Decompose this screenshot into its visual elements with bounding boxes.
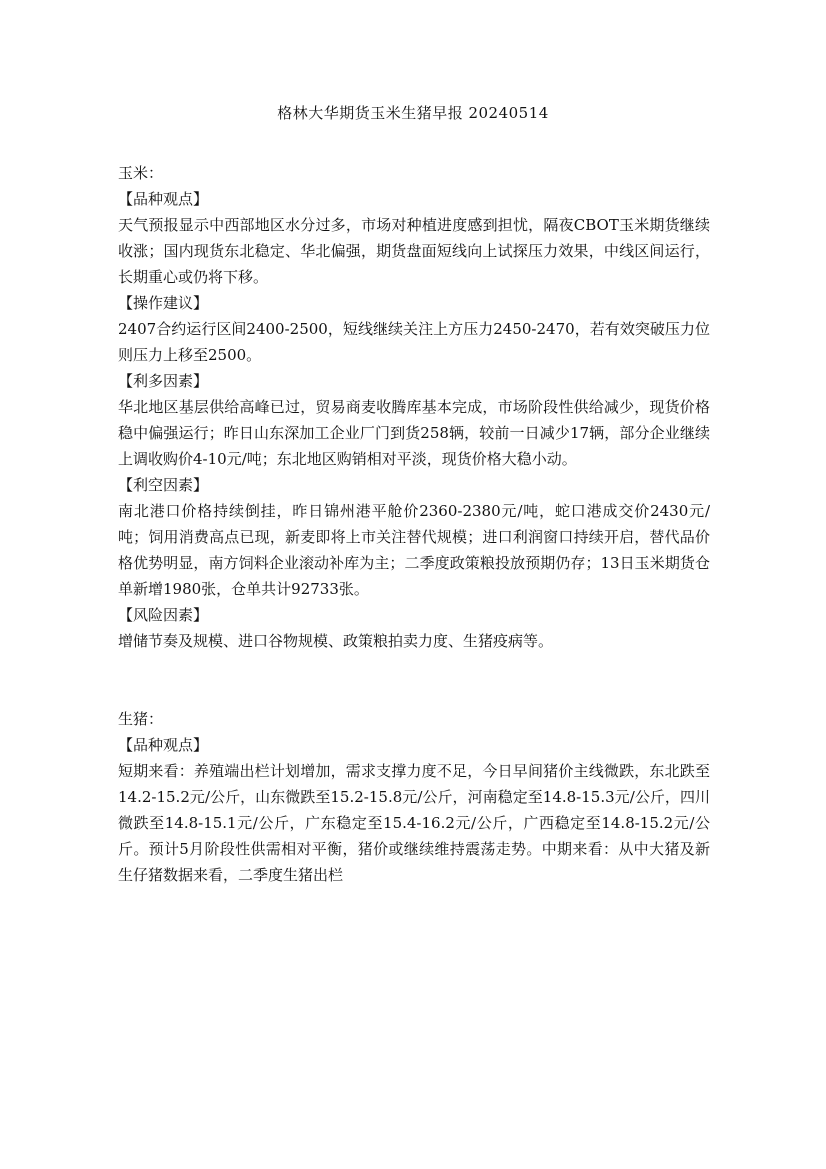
document-body [118, 160, 710, 888]
corn-risk-label: 【风险因素】 [118, 606, 209, 624]
section-gap [118, 654, 710, 680]
corn-advice-label: 【操作建议】 [118, 294, 209, 312]
hog-view-paragraph: 短期来看：养殖端出栏计划增加，需求支撑力度不足，今日早间猪价主线微跌，东北跌至14.2-15.2元/公斤，山东微跌至15.2-15.8元/公斤，河南稳定至14.8-15.3元/公斤，四川微跌至14.8-15.1元/公斤，广东稳定至15.4-16.2元/公斤，广西稳定至14.8-15.2元/公斤。预计5月阶段性供需相对平衡，猪价或继续维持震荡走势。中期来看：从中大猪及新生仔猪数据来看，二季度生猪出栏 [118, 762, 710, 884]
corn-bullish-paragraph: 华北地区基层供给高峰已过，贸易商麦收腾库基本完成，市场阶段性供给减少，现货价格稳中偏强运行；昨日山东深加工企业厂门到货258辆，较前一日减少17辆，部分企业继续上调收购价4-10元/吨；东北地区购销相对平淡，现货价格大稳小动。 [118, 398, 710, 468]
corn-view-paragraph: 天气预报显示中西部地区水分过多，市场对种植进度感到担忧，隔夜CBOT玉米期货继续收涨；国内现货东北稳定、华北偏强，期货盘面短线向上试探压力效果，中线区间运行，长期重心或仍将下移。 [118, 216, 710, 286]
corn-section-heading: 玉米： [118, 164, 164, 182]
corn-risk-paragraph: 增储节奏及规模、进口谷物规模、政策粮拍卖力度、生猪疫病等。 [118, 632, 554, 650]
corn-bearish-label: 【利空因素】 [118, 476, 209, 494]
corn-bullish-label: 【利多因素】 [118, 372, 209, 390]
corn-bearish-paragraph: 南北港口价格持续倒挂，昨日锦州港平舱价2360-2380元/吨，蛇口港成交价2430元/吨；饲用消费高点已现，新麦即将上市关注替代规模；进口利润窗口持续开启，替代品价格优势明显，南方饲料企业滚动补库为主；二季度政策粮投放预期仍存；13日玉米期货仓单新增1980张，仓单共计92733张。 [118, 502, 710, 598]
corn-advice-paragraph: 2407合约运行区间2400-2500，短线继续关注上方压力2450-2470，若有效突破压力位则压力上移至2500。 [118, 320, 710, 364]
hog-section-heading: 生猪： [118, 710, 164, 728]
hog-view-label: 【品种观点】 [118, 736, 209, 754]
section-gap [118, 680, 710, 706]
corn-view-label: 【品种观点】 [118, 190, 209, 208]
document-title: 格林大华期货玉米生猪早报 20240514 [277, 104, 549, 122]
